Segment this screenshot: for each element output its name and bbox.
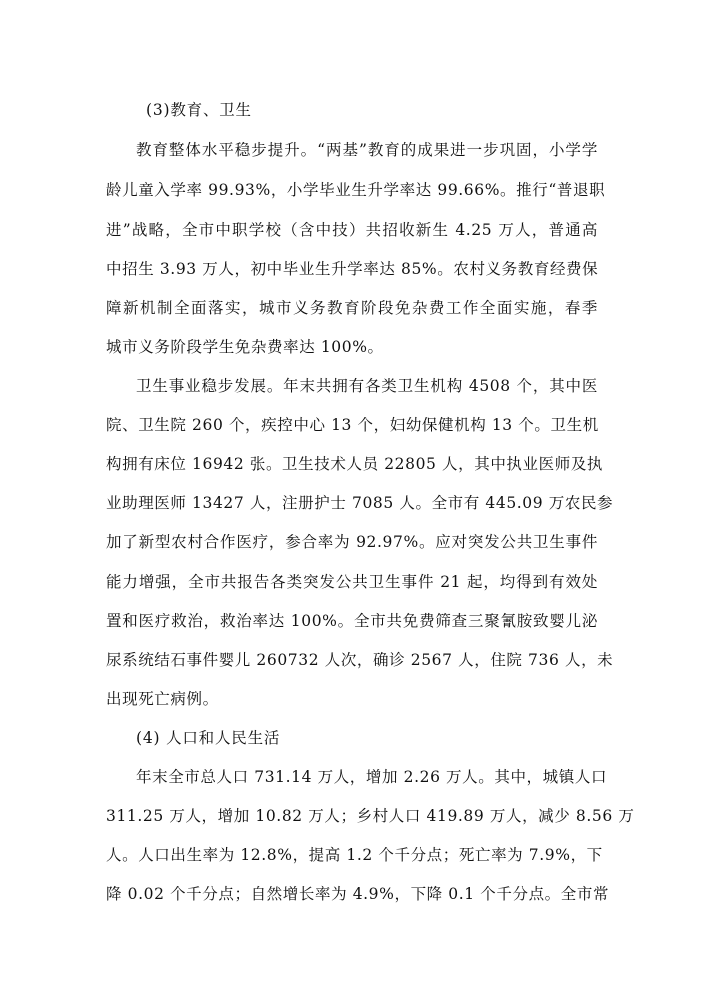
paragraph-line: 业助理医师 13427 人，注册护士 7085 人。全市有 445.09 万农民参 bbox=[106, 494, 614, 512]
paragraph-line: 能力增强，全市共报告各类突发公共卫生事件 21 起，均得到有效处 bbox=[106, 573, 598, 591]
paragraph-line: 龄儿童入学率 99.93%，小学毕业生升学率达 99.66%。推行“普退职 bbox=[106, 181, 606, 199]
paragraph-line: 置和医疗救治，救治率达 100%。全市共免费筛查三聚氰胺致婴儿泌 bbox=[106, 612, 598, 630]
paragraph-line: 降 0.02 个千分点；自然增长率为 4.9%，下降 0.1 个千分点。全市常 bbox=[106, 885, 610, 903]
paragraph-line: 出现死亡病例。 bbox=[106, 690, 219, 708]
paragraph-line: 障新机制全面落实，城市义务教育阶段免杂费工作全面实施，春季 bbox=[106, 299, 598, 317]
paragraph-line: 311.25 万人，增加 10.82 万人；乡村人口 419.89 万人，减少 8.56 万 bbox=[106, 807, 635, 825]
paragraph-line: 教育整体水平稳步提升。“两基”教育的成果进一步巩固，小学学 bbox=[136, 141, 598, 159]
paragraph-line: 城市义务阶段学生免杂费率达 100%。 bbox=[106, 338, 384, 356]
paragraph-line: 加了新型农村合作医疗，参合率为 92.97%。应对突发公共卫生事件 bbox=[106, 533, 598, 551]
paragraph-line: 尿系统结石事件婴儿 260732 人次，确诊 2567 人，住院 736 人，未 bbox=[106, 651, 614, 669]
section-3-heading: (3)教育、卫生 bbox=[146, 101, 252, 119]
paragraph-line: 中招生 3.93 万人，初中毕业生升学率达 85%。农村义务教育经费保 bbox=[106, 260, 599, 278]
section-4-heading: (4) 人口和人民生活 bbox=[136, 729, 281, 747]
paragraph-line: 构拥有床位 16942 张。卫生技术人员 22805 人，其中执业医师及执 bbox=[106, 455, 604, 473]
paragraph-line: 年末全市总人口 731.14 万人，增加 2.26 万人。其中，城镇人口 bbox=[136, 768, 608, 786]
paragraph-line: 人。人口出生率为 12.8%，提高 1.2 个千分点；死亡率为 7.9%，下 bbox=[106, 846, 603, 864]
paragraph-line: 进”战略，全市中职学校（含中技）共招收新生 4.25 万人，普通高 bbox=[106, 221, 598, 239]
paragraph-line: 卫生事业稳步发展。年末共拥有各类卫生机构 4508 个，其中医 bbox=[136, 377, 598, 395]
paragraph-line: 院、卫生院 260 个，疾控中心 13 个，妇幼保健机构 13 个。卫生机 bbox=[106, 416, 599, 434]
